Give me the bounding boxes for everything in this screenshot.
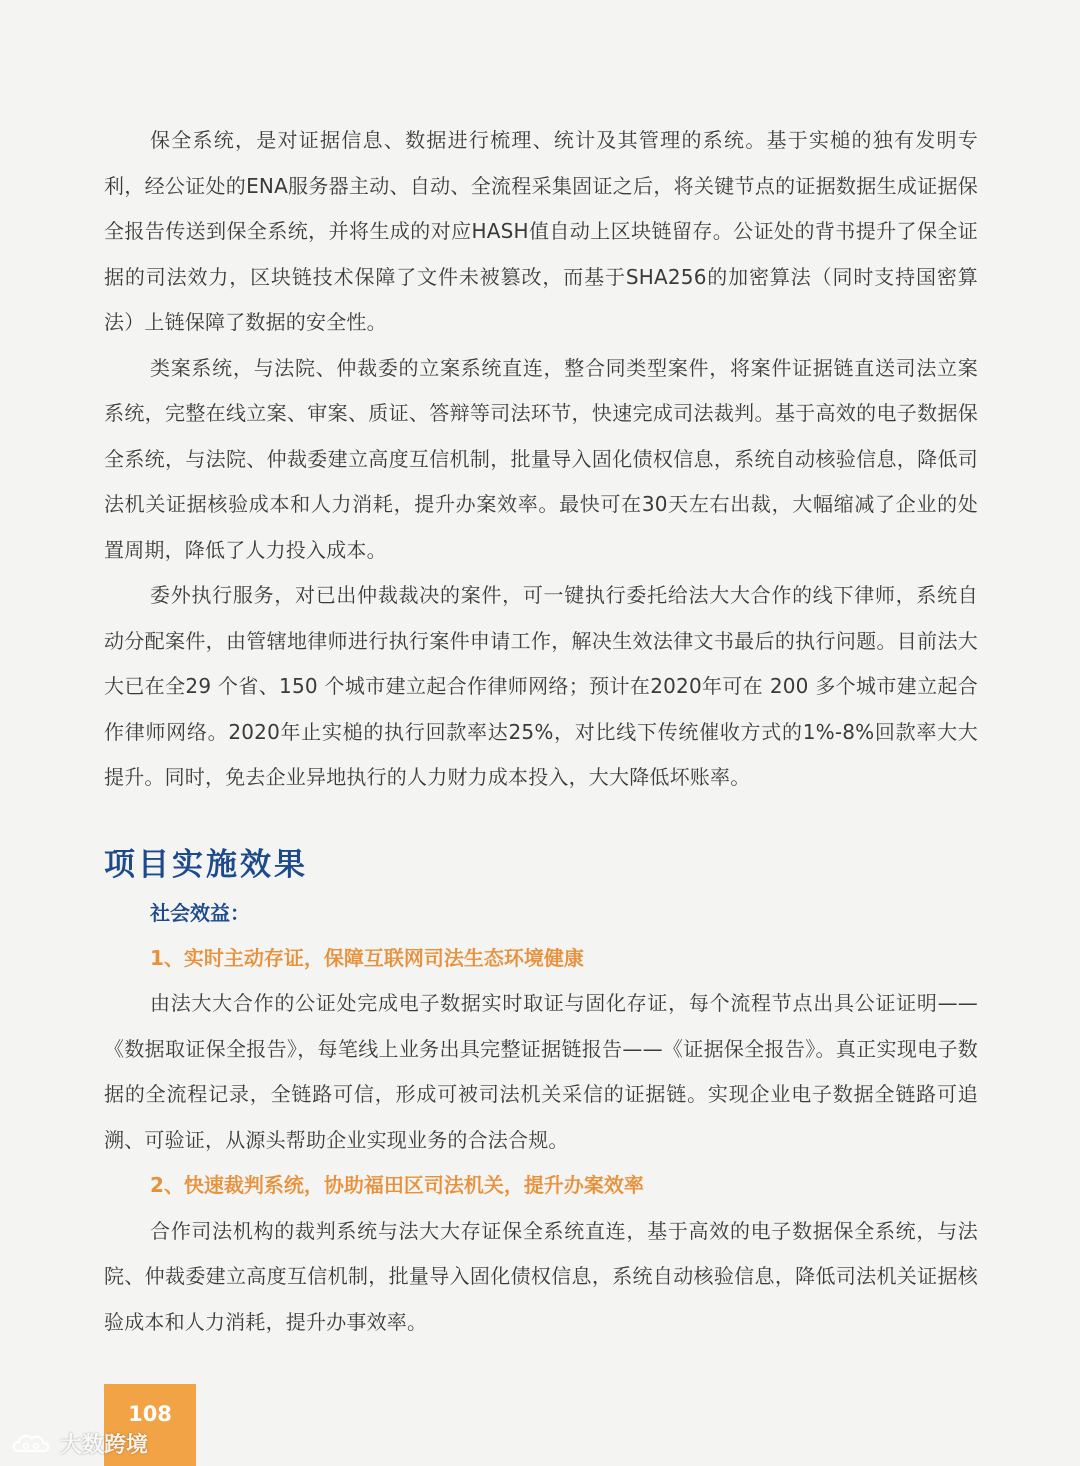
cloud-logo-icon bbox=[10, 1429, 54, 1459]
section-subtitle: 社会效益： bbox=[150, 900, 250, 925]
item-1-title: 1、实时主动存证，保障互联网司法生态环境健康 bbox=[150, 945, 584, 970]
paragraph-similar-case-system: 类案系统，与法院、仲裁委的立案系统直连，整合同类型案件，将案件证据链直送司法立案系统，完整在线立案、审案、质证、答辩等司法环节，快速完成司法裁判。基于高效的电子数据保全系统，与法院、仲裁委建立高度互信机制，批量导入固化债权信息，系统自动核验信息，降低司法机关证据核验成本和人力消耗，提升办案效率。最快可在30天左右出裁，大幅缩减了企业的处置周期，降低了人力投入成本。 bbox=[104, 355, 978, 562]
page-content bbox=[104, 118, 978, 1345]
item-1-text: 由法大大合作的公证处完成电子数据实时取证与固化存证，每个流程节点出具公证证明——《数据取证保全报告》，每笔线上业务出具完整证据链报告——《证据保全报告》。真正实现电子数据的全流程记录，全链路可信，形成可被司法机关采信的证据链。实现企业电子数据全链路可追溯、可验证，从源头帮助企业实现业务的合法合规。 bbox=[104, 991, 978, 1152]
paragraph-preservation-system: 保全系统，是对证据信息、数据进行梳理、统计及其管理的系统。基于实槌的独有发明专利，经公证处的ENA服务器主动、自动、全流程采集固证之后，将关键节点的证据数据生成证据保全报告传送到保全系统，并将生成的对应HASH值自动上区块链留存。公证处的背书提升了保全证据的司法效力，区块链技术保障了文件未被篡改，而基于SHA256的加密算法（同时支持国密算法）上链保障了数据的安全性。 bbox=[104, 128, 978, 334]
section-title: 项目实施效果 bbox=[104, 846, 308, 883]
item-2-title: 2、快速裁判系统，协助福田区司法机关，提升办案效率 bbox=[150, 1173, 644, 1197]
paragraph-outsourced-execution: 委外执行服务，对已出仲裁裁决的案件，可一键执行委托给法大大合作的线下律师，系统自动分配案件，由管辖地律师进行执行案件申请工作，解决生效法律文书最后的执行问题。目前法大大已在全29 个省、150 个城市建立起合作律师网络；预计在2020年可在 200 多个城市建立起合作律师网络。2020年止实槌的执行回款率达25%，对比线下传统催收方式的1%-8%回款率大大提升。同时，免去企业异地执行的人力财力成本投入，大大降低坏账率。 bbox=[104, 583, 978, 789]
watermark-text: 大数跨境 bbox=[60, 1433, 149, 1458]
watermark bbox=[10, 1428, 148, 1459]
item-2-text: 合作司法机构的裁判系统与法大大存证保全系统直连，基于高效的电子数据保全系统，与法院、仲裁委建立高度互信机制，批量导入固化债权信息，系统自动核验信息，降低司法机关证据核验成本和人力消耗，提升办事效率。 bbox=[104, 1218, 978, 1334]
page-number: 108 bbox=[128, 1402, 172, 1426]
